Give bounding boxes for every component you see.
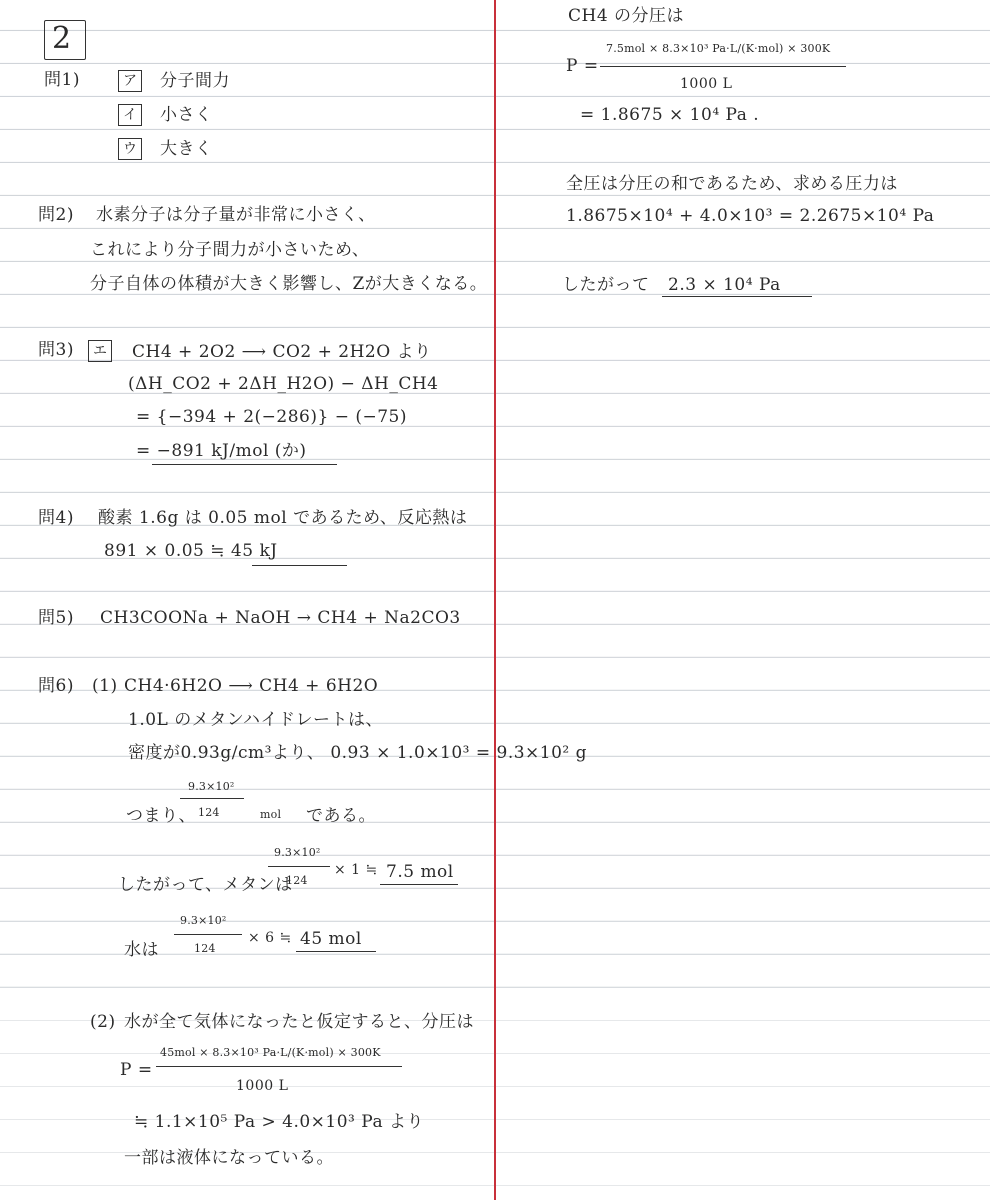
q6-frac1-denominator: 124 xyxy=(198,806,220,819)
q3-result-underline xyxy=(152,464,337,465)
q4-label: 問4) xyxy=(38,508,74,528)
right-pressure-numerator: 7.5mol × 8.3×10³ Pa·L/(K·mol) × 300K xyxy=(606,42,831,55)
q6-pressure-denominator: 1000 L xyxy=(236,1078,289,1094)
right-ch4-heading: CH4 の分圧は xyxy=(568,6,685,26)
q6-pressure-label: P = xyxy=(120,1060,153,1080)
q6-part1-line2: 1.0L のメタンハイドレートは、 xyxy=(128,710,384,730)
q6-pressure-result: ≒ 1.1×10⁵ Pa > 4.0×10³ Pa より xyxy=(134,1112,424,1132)
q6-frac1-suffix: である。 xyxy=(306,806,376,826)
q4-line-2: 891 × 0.05 ≒ 45 kJ xyxy=(104,541,278,561)
q3-enthalpy-expr: (ΔH_CO2 + 2ΔH_H2O) − ΔH_CH4 xyxy=(128,374,439,394)
q1-mark-a: ア xyxy=(118,70,142,92)
q6-frac1-numerator: 9.3×10² xyxy=(188,780,235,793)
q6-water-mult: × 6 ≒ xyxy=(248,930,292,946)
right-total-line2: 1.8675×10⁴ + 4.0×10³ = 2.2675×10⁴ Pa xyxy=(566,206,935,226)
q4-result-underline xyxy=(252,565,347,566)
q6-part2-conclusion: 一部は液体になっている。 xyxy=(124,1148,334,1168)
q2-label: 問2) xyxy=(38,205,74,225)
q6-water-lead: 水は xyxy=(124,940,159,960)
q5-equation: CH3COONa + NaOH → CH4 + Na2CO3 xyxy=(100,608,461,628)
q2-line-1: 水素分子は分子量が非常に小さく、 xyxy=(96,205,376,225)
q6-tsumari: つまり、 xyxy=(126,806,196,826)
q6-frac3-bar xyxy=(174,934,242,935)
right-pressure-bar xyxy=(600,66,846,67)
q3-result: = −891 kJ/mol (か) xyxy=(136,441,307,461)
q6-frac3-denominator: 124 xyxy=(194,942,216,955)
q1-item-u: 大きく xyxy=(160,139,213,159)
q2-line-3: 分子自体の体積が大きく影響し、Zが大きくなる。 xyxy=(90,274,488,294)
q1-label: 問1) xyxy=(44,70,80,90)
q6-part1-label: (1) xyxy=(92,676,118,696)
q6-frac1-unit: mol xyxy=(260,808,282,821)
q6-pressure-bar xyxy=(156,1066,402,1067)
q6-part1-line3: 密度が0.93g/cm³より、 0.93 × 1.0×10³ = 9.3×10² g xyxy=(128,743,588,763)
right-pressure-result: = 1.8675 × 10⁴ Pa . xyxy=(580,105,760,125)
right-answer-lead: したがって xyxy=(562,275,650,295)
q6-methane-mult: × 1 ≒ xyxy=(334,862,378,878)
right-pressure-denominator: 1000 L xyxy=(680,76,733,92)
right-answer: 2.3 × 10⁴ Pa xyxy=(668,275,781,295)
q1-mark-u: ウ xyxy=(118,138,142,160)
q6-frac1-bar xyxy=(180,798,244,799)
q1-mark-i: イ xyxy=(118,104,142,126)
q6-part1-equation: CH4·6H2O ⟶ CH4 + 6H2O xyxy=(124,676,379,696)
q3-mark: エ xyxy=(88,340,112,362)
q6-water-result: 45 mol xyxy=(300,929,362,949)
q6-part2-line1: 水が全て気体になったと仮定すると、分圧は xyxy=(124,1012,474,1032)
q6-methane-underline xyxy=(380,884,458,885)
q6-methane-result: 7.5 mol xyxy=(386,862,454,882)
q6-pressure-numerator: 45mol × 8.3×10³ Pa·L/(K·mol) × 300K xyxy=(160,1046,381,1059)
q3-equation: CH4 + 2O2 ⟶ CO2 + 2H2O より xyxy=(132,342,432,362)
q6-methane-lead: したがって、メタンは xyxy=(118,875,293,895)
q5-label: 問5) xyxy=(38,608,74,628)
q4-line-1: 酸素 1.6g は 0.05 mol であるため、反応熱は xyxy=(98,508,468,528)
q6-frac3-numerator: 9.3×10² xyxy=(180,914,227,927)
q6-frac2-denominator: 124 xyxy=(286,874,308,887)
q6-part2-label: (2) xyxy=(90,1012,116,1032)
q1-item-a: 分子間力 xyxy=(160,71,230,91)
q6-frac2-bar xyxy=(268,866,330,867)
q2-line-2: これにより分子間力が小さいため、 xyxy=(90,240,370,260)
right-total-line1: 全圧は分圧の和であるため、求める圧力は xyxy=(566,174,898,194)
problem-number: 2 xyxy=(52,21,72,56)
q3-substitution: = {−394 + 2(−286)} − (−75) xyxy=(136,407,407,427)
q1-item-i: 小さく xyxy=(160,105,213,125)
right-pressure-label: P = xyxy=(566,56,599,76)
q6-label: 問6) xyxy=(38,676,74,696)
q6-frac2-numerator: 9.3×10² xyxy=(274,846,321,859)
q6-water-underline xyxy=(296,951,376,952)
right-answer-underline xyxy=(662,296,812,297)
q3-label: 問3) xyxy=(38,340,74,360)
margin-line xyxy=(494,0,496,1200)
